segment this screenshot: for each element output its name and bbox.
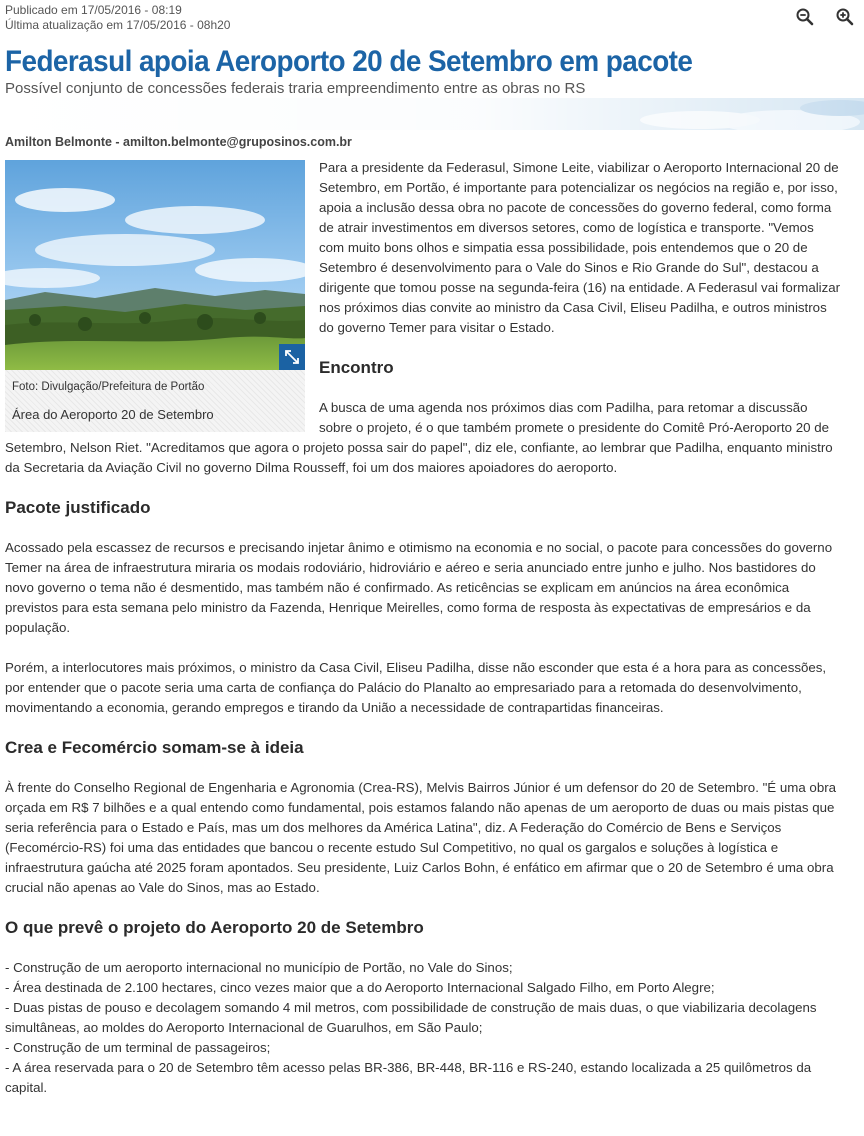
zoom-in-button[interactable] — [834, 6, 856, 28]
section-text-pacote-2: Porém, a interlocutores mais próximos, o ministro da Casa Civil, Eliseu Padilha, disse não esconder que esta é a hora para as concessões, por entender que o pacote seria uma carta de confiança do Palácio do Planalto ao empresariado para a retomada do desenvolvimento, movimentando a economia, gerando empregos e tirando da União a necessidade de contrapartidas financeiras. — [5, 660, 827, 715]
section-text-crea: À frente do Conselho Regional de Engenharia e Agronomia (Crea-RS), Melvis Bairros Júnior é um defensor do 20 de Setembro. "É uma obra orçada em R$ 7 bilhões e a qual entendo como fundamental, pois estamos falando não apenas de um aeroporto de duas ou mais pistas que seria referência para o Estado e País, mas um dos melhores da América Latina", diz. A Federação do Comércio de Bens e Serviços (Fecomércio-RS) foi uma das entidades que bancou o recente estudo Sul Competitivo, no qual os gargalos e soluções à logística e infraestrutura gaúcha até 2025 foram apontados. Seu presidente, Luiz Carlos Bohn, é enfático em afirmar que o 20 de Setembro é uma obra crucial não apenas ao Vale do Sinos, mas ao Estado. — [5, 780, 837, 895]
published-date: Publicado em 17/05/2016 - 08:19 — [5, 3, 182, 17]
section-heading-encontro: Encontro — [319, 358, 394, 377]
list-item: - Área destinada de 2.100 hectares, cinco vezes maior que a do Aeroporto Internacional Salgado Filho, em Porto Alegre; — [5, 980, 715, 995]
section-heading-crea: Crea e Fecomércio somam-se à ideia — [5, 738, 304, 757]
section-text-pacote-1: Acossado pela escassez de recursos e precisando injetar ânimo e otimismo na economia e no social, o pacote para concessões do governo Temer na área de infraestrutura miraria os modais rodoviário, hidroviário e aéreo e seria anunciado entre junho e julho. Nos bastidores do novo governo o tema não é desmentido, mas também não é confirmado. As reticências se explicam em anúncios na área econômica previstos para esta semana pelo ministro da Fazenda, Henrique Meirelles, como forma de resposta às expectativas de empresários e da população. — [5, 540, 833, 635]
article-author: Amilton Belmonte - amilton.belmonte@gruposinos.com.br — [5, 135, 352, 149]
photo-float-spacer — [5, 158, 319, 433]
article-meta — [5, 3, 230, 33]
zoom-out-button[interactable] — [794, 6, 816, 28]
updated-date: Última atualização em 17/05/2016 - 08h20 — [5, 18, 231, 32]
article-title: Federasul apoia Aeroporto 20 de Setembro em pacote — [5, 45, 693, 78]
list-item: - Duas pistas de pouso e decolagem somando 4 mil metros, com possibilidade de construção de mais duas, o que viabilizaria decolagens simultâneas, ao moldes do Aeroporto Internacional de Guarulhos, em São Paulo; — [5, 1000, 817, 1035]
zoom-out-icon — [794, 6, 816, 28]
list-item: - Construção de um terminal de passageiros; — [5, 1040, 271, 1055]
zoom-in-icon — [834, 6, 856, 28]
section-heading-projeto: O que prevê o projeto do Aeroporto 20 de Setembro — [5, 918, 424, 937]
photo-caption-text: Área do Aeroporto 20 de Setembro — [12, 407, 214, 422]
section-text-encontro: A busca de uma agenda nos próximos dias com Padilha, para retomar a discussão sobre o projeto, é o que também promete o presidente do Comitê Pró-Aeroporto 20 de Setembro, Nelson Riet. "Acreditamos que agora o projeto possa sair do papel", diz ele, confiante, ao lembrar que Padilha, enquanto ministro da Secretaria da Aviação Civil no governo Dilma Rousseff, foi um dos maiores apoiadores do aeroporto. — [5, 400, 833, 475]
article-body — [5, 158, 842, 1098]
list-item: - A área reservada para o 20 de Setembro têm acesso pelas BR-386, BR-448, BR-116 e RS-240, estando localizada a 25 quilômetros da capital. — [5, 1060, 812, 1095]
list-item: - Construção de um aeroporto internacional no município de Portão, no Vale do Sinos; — [5, 960, 513, 975]
header-clouds-decoration — [0, 98, 864, 130]
photo-credit: Foto: Divulgação/Prefeitura de Portão — [12, 381, 205, 393]
article-intro: Para a presidente da Federasul, Simone Leite, viabilizar o Aeroporto Internacional 20 de Setembro, em Portão, é importante para potencializar os negócios na região e, por isso, apoia a inclusão dessa obra no pacote de concessões do governo federal, como forma de atrair investimentos em diversos setores, como de logística e transporte. "Vemos com muito bons olhos e simpatia essa possibilidade, pois entendemos que o 20 de Setembro é desenvolvimento para o Vale do Sinos e Rio Grande do Sul", destacou a dirigente que tomou posse na segunda-feira (16) na entidade. A Federasul vai formalizar nos próximos dias convite ao ministro da Casa Civil, Eliseu Padilha, e outros ministros do governo Temer para visitar o Estado. — [319, 160, 841, 335]
article-subtitle: Possível conjunto de concessões federais traria empreendimento entre as obras no RS — [5, 80, 586, 97]
section-heading-pacote: Pacote justificado — [5, 498, 151, 517]
